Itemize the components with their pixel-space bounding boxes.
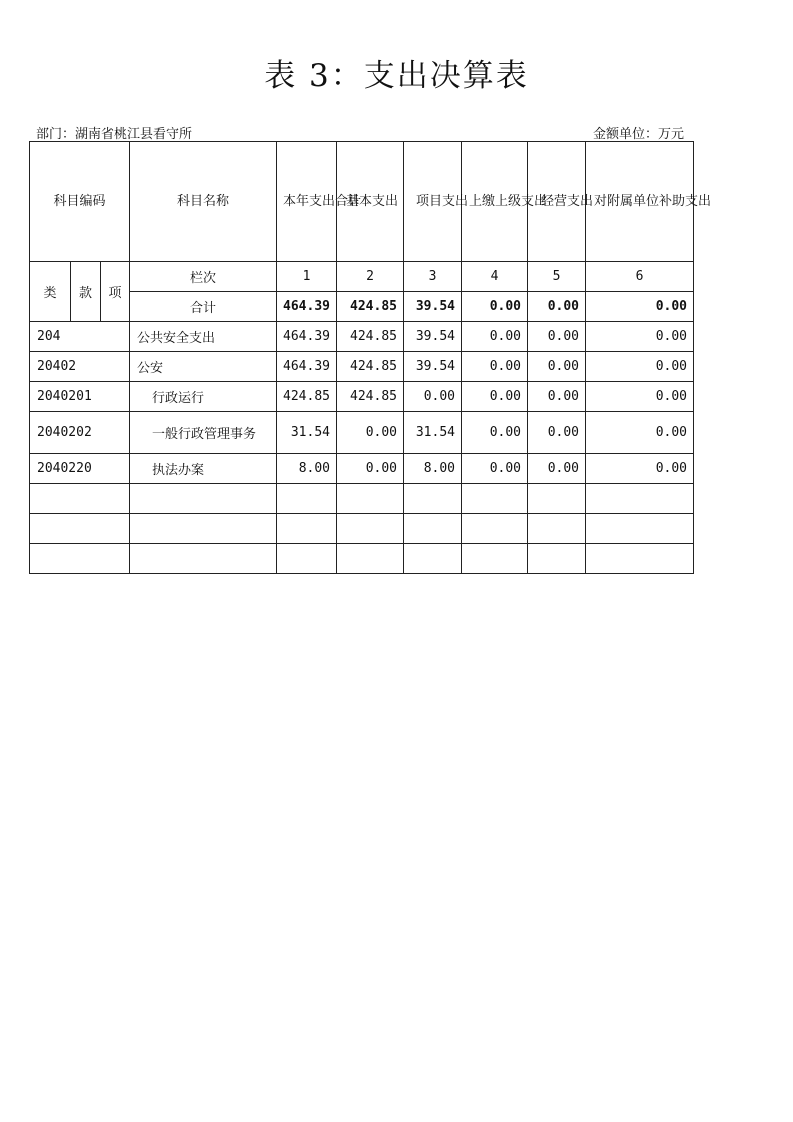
col-num: 4 xyxy=(462,262,528,292)
header-code: 科目编码 xyxy=(30,142,130,262)
row-value: 464.39 xyxy=(277,322,337,352)
row-code: 20402 xyxy=(30,352,130,382)
row-value: 0.00 xyxy=(462,454,528,484)
row-value: 0.00 xyxy=(337,454,404,484)
header-upper: 上缴上级支出 xyxy=(462,142,528,262)
header-name: 科目名称 xyxy=(130,142,277,262)
header-basic: 基本支出 xyxy=(337,142,404,262)
col-num: 3 xyxy=(404,262,462,292)
row-value: 0.00 xyxy=(462,412,528,454)
row-value: 0.00 xyxy=(586,382,694,412)
header-total: 本年支出合计 xyxy=(277,142,337,262)
unit-label: 金额单位：万元 xyxy=(593,127,685,142)
header-xiang: 项 xyxy=(101,262,130,322)
row-value: 0.00 xyxy=(528,412,586,454)
total-label: 合计 xyxy=(130,292,277,322)
table-row xyxy=(30,382,694,412)
row-value: 8.00 xyxy=(277,454,337,484)
table-row xyxy=(30,454,694,484)
header-subsidy: 对附属单位补助支出 xyxy=(586,142,694,262)
table-row xyxy=(30,322,694,352)
row-name: 行政运行 xyxy=(130,382,277,412)
row-value: 0.00 xyxy=(586,352,694,382)
empty-row xyxy=(30,544,694,574)
empty-row xyxy=(30,484,694,514)
row-name: 一般行政管理事务 xyxy=(130,412,277,454)
row-value: 0.00 xyxy=(528,382,586,412)
row-name: 公安 xyxy=(130,352,277,382)
total-cell: 0.00 xyxy=(528,292,586,322)
row-value: 0.00 xyxy=(462,382,528,412)
row-value: 424.85 xyxy=(277,382,337,412)
row-value: 0.00 xyxy=(337,412,404,454)
page-title: 表 3：支出决算表 xyxy=(264,58,529,94)
header-kuan: 款 xyxy=(71,262,101,322)
row-value: 0.00 xyxy=(462,352,528,382)
row-value: 31.54 xyxy=(277,412,337,454)
row-name: 公共安全支出 xyxy=(130,322,277,352)
row-value: 0.00 xyxy=(528,322,586,352)
row-value: 0.00 xyxy=(528,352,586,382)
header-row xyxy=(30,142,694,262)
row-value: 39.54 xyxy=(404,352,462,382)
total-cell: 0.00 xyxy=(462,292,528,322)
column-number-label: 栏次 xyxy=(130,262,277,292)
row-value: 31.54 xyxy=(404,412,462,454)
row-code: 2040220 xyxy=(30,454,130,484)
total-cell: 39.54 xyxy=(404,292,462,322)
row-value: 0.00 xyxy=(462,322,528,352)
total-cell: 464.39 xyxy=(277,292,337,322)
row-value: 424.85 xyxy=(337,322,404,352)
column-number-row xyxy=(30,262,694,292)
col-num: 1 xyxy=(277,262,337,292)
total-cell: 0.00 xyxy=(586,292,694,322)
row-value: 0.00 xyxy=(586,412,694,454)
col-num: 6 xyxy=(586,262,694,292)
header-business: 经营支出 xyxy=(528,142,586,262)
row-value: 0.00 xyxy=(586,454,694,484)
row-value: 424.85 xyxy=(337,352,404,382)
table-row xyxy=(30,412,694,454)
row-value: 0.00 xyxy=(528,454,586,484)
row-value: 8.00 xyxy=(404,454,462,484)
expenditure-table xyxy=(29,141,712,574)
table-row xyxy=(30,352,694,382)
total-row xyxy=(30,292,694,322)
col-num: 2 xyxy=(337,262,404,292)
row-name: 执法办案 xyxy=(130,454,277,484)
header-project: 项目支出 xyxy=(404,142,462,262)
total-cell: 424.85 xyxy=(337,292,404,322)
row-value: 39.54 xyxy=(404,322,462,352)
row-code: 204 xyxy=(30,322,130,352)
row-value: 464.39 xyxy=(277,352,337,382)
col-num: 5 xyxy=(528,262,586,292)
row-value: 424.85 xyxy=(337,382,404,412)
row-code: 2040202 xyxy=(30,412,130,454)
row-code: 2040201 xyxy=(30,382,130,412)
row-value: 0.00 xyxy=(586,322,694,352)
row-value: 0.00 xyxy=(404,382,462,412)
empty-row xyxy=(30,514,694,544)
department-label: 部门：湖南省桃江县看守所 xyxy=(36,127,193,142)
header-lei: 类 xyxy=(30,262,71,322)
